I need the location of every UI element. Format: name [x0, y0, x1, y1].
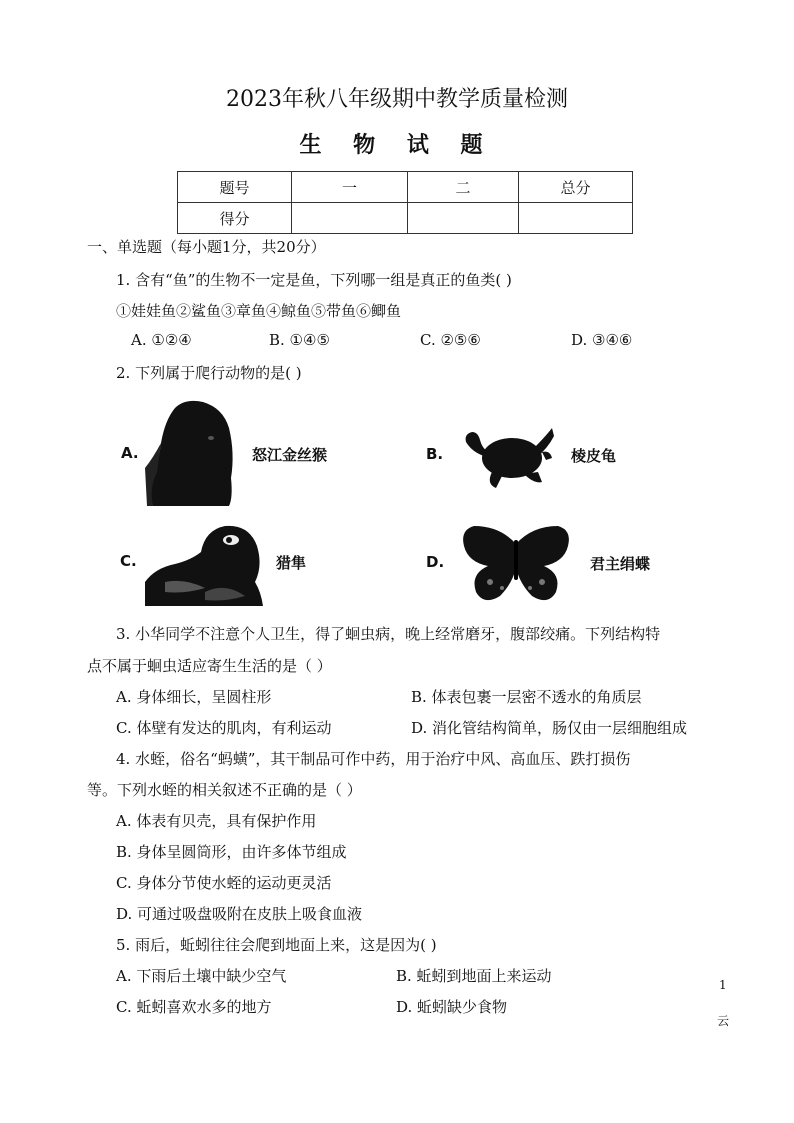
- q2-choice-d-letter: D.: [426, 553, 445, 571]
- score-header-cell: 二: [408, 172, 519, 203]
- monkey-silhouette-icon: [145, 398, 237, 508]
- q1-items: ①娃娃鱼②鲨鱼③章鱼④鲸鱼⑤带鱼⑥鲫鱼: [116, 302, 402, 320]
- q2-choice-b-name: 棱皮龟: [571, 447, 617, 465]
- q5-option-c: C. 蚯蚓喜欢水多的地方: [116, 998, 272, 1016]
- q2-choice-d-name: 君主绢蝶: [590, 555, 651, 573]
- exam-subtitle: 生 物 试 题: [299, 132, 495, 158]
- score-cell-1[interactable]: [292, 203, 408, 234]
- page-number: 1: [719, 978, 727, 992]
- q4-option-c: C. 身体分节使水蛭的运动更灵活: [116, 874, 332, 892]
- q3-stem-line2: 点不属于蛔虫适应寄生生活的是（ ）: [87, 657, 332, 675]
- q1-option-a: A. ①②④: [131, 331, 192, 349]
- q3-option-a: A. 身体细长，呈圆柱形: [116, 688, 272, 706]
- turtle-silhouette-icon: [462, 422, 554, 490]
- score-header-cell: 题号: [178, 172, 292, 203]
- q4-option-b: B. 身体呈圆筒形，由许多体节组成: [116, 843, 347, 861]
- q3-option-c: C. 体壁有发达的肌肉，有利运动: [116, 719, 332, 737]
- score-cell-total[interactable]: [519, 203, 633, 234]
- butterfly-silhouette-icon: [460, 522, 572, 606]
- score-row-label: 得分: [178, 203, 292, 234]
- q2-choice-a-letter: A.: [121, 444, 139, 462]
- score-table-header-row: [178, 172, 633, 203]
- q2-stem: 2. 下列属于爬行动物的是( ): [116, 364, 302, 382]
- q4-option-a: A. 体表有贝壳，具有保护作用: [116, 812, 317, 830]
- q4-option-d: D. 可通过吸盘吸附在皮肤上吸食血液: [116, 905, 363, 923]
- score-table: [177, 171, 633, 234]
- score-table-score-row: [178, 203, 633, 234]
- exam-title: 2023年秋八年级期中教学质量检测: [226, 87, 568, 112]
- q2-choice-a-name: 怒江金丝猴: [252, 446, 328, 464]
- q5-stem: 5. 雨后，蚯蚓往往会爬到地面上来，这是因为( ): [116, 936, 437, 954]
- q5-option-a: A. 下雨后土壤中缺少空气: [116, 967, 287, 985]
- q3-option-d: D. 消化管结构简单，肠仅由一层细胞组成: [411, 719, 688, 737]
- q1-stem: 1. 含有“鱼”的生物不一定是鱼，下列哪一组是真正的鱼类( ): [116, 271, 512, 289]
- score-header-cell: 总分: [519, 172, 633, 203]
- q4-stem-line1: 4. 水蛭，俗名“蚂蟥”，其干制品可作中药，用于治疗中风、高血压、跌打损伤: [116, 750, 631, 768]
- falcon-silhouette-icon: [145, 522, 263, 606]
- section-heading: 一、单选题（每小题1分，共20分）: [87, 238, 326, 256]
- footer-char: 云: [717, 1014, 730, 1028]
- q1-option-d: D. ③④⑥: [571, 331, 633, 349]
- q3-stem-line1: 3. 小华同学不注意个人卫生，得了蛔虫病，晚上经常磨牙，腹部绞痛。下列结构特: [116, 625, 661, 643]
- score-header-cell: 一: [292, 172, 408, 203]
- q1-option-b: B. ①④⑤: [269, 331, 330, 349]
- q3-option-b: B. 体表包裹一层密不透水的角质层: [411, 688, 642, 706]
- score-cell-2[interactable]: [408, 203, 519, 234]
- q1-option-c: C. ②⑤⑥: [420, 331, 481, 349]
- q5-option-b: B. 蚯蚓到地面上来运动: [396, 967, 552, 985]
- q5-option-d: D. 蚯蚓缺少食物: [396, 998, 508, 1016]
- q2-choice-c-letter: C.: [120, 552, 137, 570]
- q4-stem-line2: 等。下列水蛭的相关叙述不正确的是（ ）: [87, 781, 362, 799]
- q2-choice-b-letter: B.: [426, 445, 444, 463]
- q2-choice-c-name: 猎隼: [276, 554, 307, 572]
